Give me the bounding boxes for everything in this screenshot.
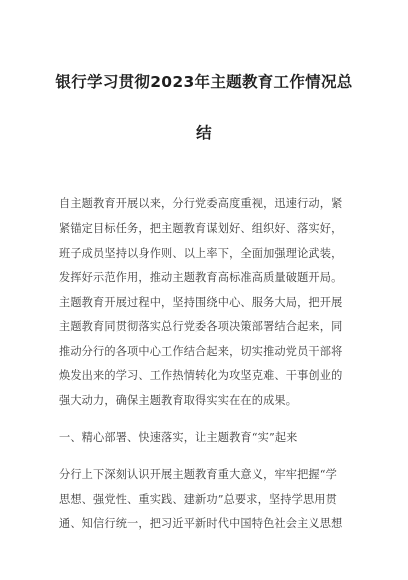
section-heading: 一、精心部署、快速落实，让主题教育“实”起来 [59, 431, 298, 444]
paragraph-1-line: 主题教育同贯彻落实总行党委各项决策部署结合起来，同 [59, 320, 343, 333]
paragraph-1-line: 主题教育开展过程中，坚持围绕中心、服务大局，把开展 [59, 296, 343, 309]
paragraph-2-line: 思想、强党性、重实践、建新功”总要求，坚持学思用贯 [59, 493, 337, 506]
paragraph-2-line: 通、知信行统一，把习近平新时代中国特色社会主义思想 [59, 517, 343, 530]
paragraph-2-line: 分行上下深刻认识开展主题教育重大意义，牢牢把握“学 [59, 468, 337, 481]
paragraph-1-line: 班子成员坚持以身作则、以上率下，全面加强理论武装， [59, 247, 343, 260]
document-title-line-1: 银行学习贯彻2023年主题教育工作情况总 [55, 73, 353, 91]
paragraph-1-line: 强大动力，确保主题教育取得实实在在的成果。 [59, 394, 298, 407]
document-title-line-2: 结 [196, 124, 212, 142]
paragraph-1-line: 紧锚定目标任务，把主题教育谋划好、组织好、落实好， [59, 222, 343, 235]
paragraph-1-line: 焕发出来的学习、工作热情转化为攻坚克难、干事创业的 [59, 369, 343, 382]
paragraph-1-line: 自主题教育开展以来，分行党委高度重视，迅速行动，紧 [59, 197, 343, 210]
paragraph-1-line: 推动分行的各项中心工作结合起来，切实推动党员干部将 [59, 345, 343, 358]
paragraph-1-line: 发挥好示范作用，推动主题教育高标准高质量破题开局。 [59, 271, 343, 284]
